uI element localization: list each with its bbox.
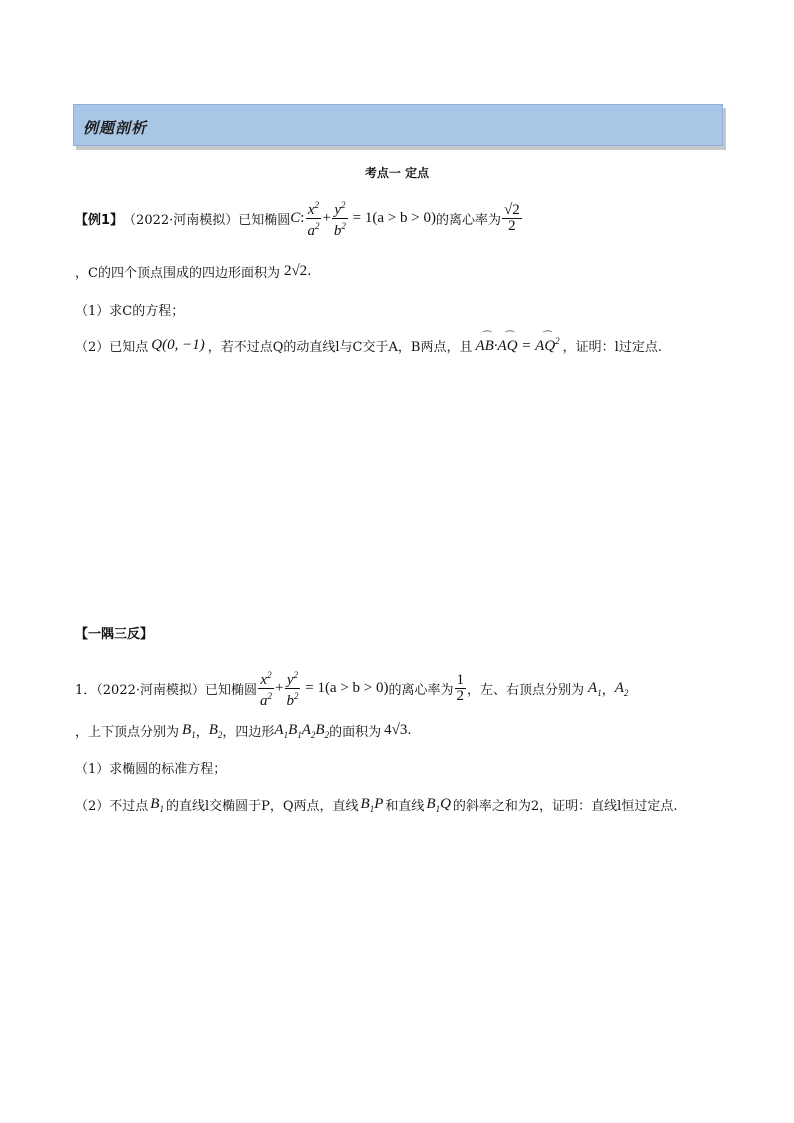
practice1-question1: （1）求椭圆的标准方程； — [75, 762, 227, 777]
vertex-a2: $A_2$ — [614, 679, 629, 698]
practice1-line1: 1．（2022·河南模拟）已知椭圆 $\frac{x^2}{a^2}$ + $\frac{y^2}{b^2}$ = 1(a > b > 0) 的离心率为 $\frac{1}{2}$ ，左、右顶点分别为 $A_1$ ， $A_2$ — [75, 670, 629, 709]
fraction-x2-a2: $\frac{x^2}{a^2}$ — [260, 670, 272, 709]
banner-title: 例题剖析 — [83, 119, 148, 137]
example1-question2: （2）已知点 Q(0, −1) ，若不过点Q的动直线l与C交于A，B两点，且 ⌒ AB·⌒ AQ = ⌒ $AQ^2$ ，证明：l过定点. — [75, 336, 662, 355]
example1-question1: （1）求C的方程； — [75, 304, 185, 319]
example1-source: （2022·河南模拟）已知椭圆 — [123, 213, 291, 228]
fraction-x2-a2: $\frac{x^2}{a^2}$ — [307, 200, 320, 239]
vertex-b1: $B_1$ — [182, 721, 196, 740]
point-q: Q(0, −1) — [151, 337, 205, 353]
vertex-b2: $B_2$ — [208, 721, 223, 740]
section-title: 考点一 定点 — [364, 166, 430, 180]
example1-line2: ，C的四个顶点围成的四边形面积为 2√2 . — [75, 263, 312, 281]
eccentricity-text: 的离心率为 — [435, 213, 501, 228]
practice1-question2: （2）不过点 $B_1$ 的直线l交椭圆于P，Q两点，直线 $B_1P$ 和直线 $B_1Q$ 的斜率之和为2，证明：直线l恒过定点. — [75, 795, 678, 814]
practice1-line2: ，上下顶点分别为 $B_1$ ， $B_2$ ，四边形 $A_1B_1A_2B_2$ 的面积为 4√3 . — [75, 721, 412, 740]
eccentricity-fraction: $\frac{√2}{2}$ — [503, 202, 520, 234]
example1-line1: 【例1】 （2022·河南模拟）已知椭圆 C : $\frac{x^2}{a^2}$ + $\frac{y^2}{b^2}$ = 1(a > b > 0) 的离心率为 $\frac{√2}{2}$ — [75, 200, 520, 239]
ellipse-condition: 1(a > b > 0) — [317, 680, 389, 696]
quad-area-value: 2√2 — [283, 263, 308, 279]
quad-area-value: 4√3 — [384, 722, 408, 738]
fraction-y2-b2: $\frac{y^2}{b^2}$ — [333, 200, 346, 239]
eccentricity-fraction: $\frac{1}{2}$ — [456, 672, 465, 704]
ellipse-condition: 1(a > b > 0) — [364, 210, 436, 226]
example1-label: 【例1】 — [75, 213, 124, 228]
fraction-y2-b2: $\frac{y^2}{b^2}$ — [286, 670, 299, 709]
quadrilateral-name: $A_1B_1A_2B_2$ — [274, 721, 330, 740]
vertex-a1: $A_1$ — [588, 679, 602, 698]
practice-label: 【一隅三反】 — [75, 627, 154, 642]
section-banner — [73, 104, 723, 146]
vector-equation: ⌒ AB·⌒ AQ = ⌒ $AQ^2$ — [475, 336, 559, 355]
curve-name: C — [290, 210, 301, 226]
